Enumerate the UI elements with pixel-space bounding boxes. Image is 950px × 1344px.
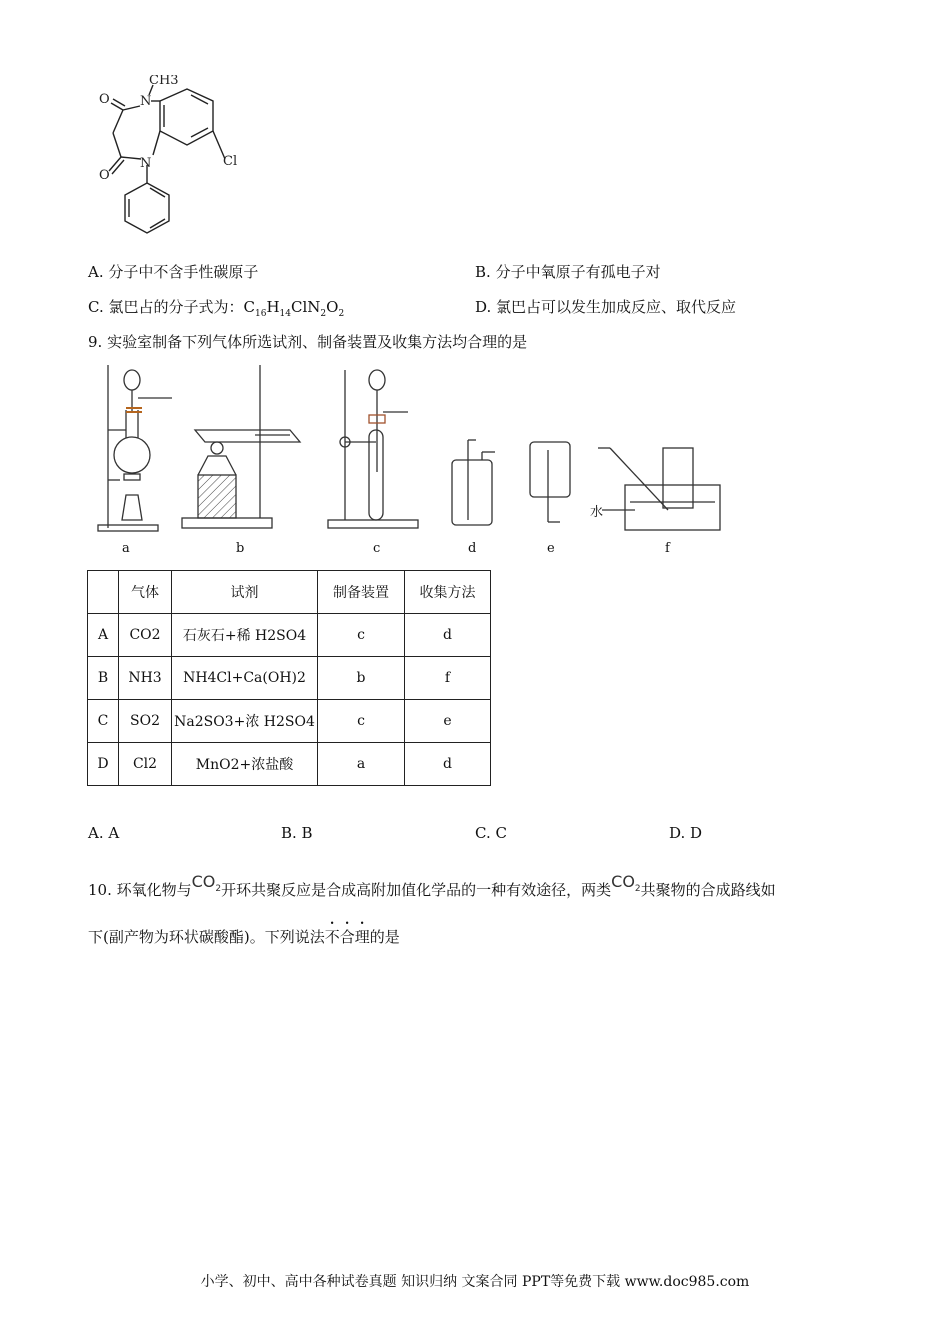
row-id: B <box>88 657 119 700</box>
apparatus-label-e: e <box>547 541 555 556</box>
q10-stem-line1 <box>88 872 776 900</box>
atom-o2: O <box>99 168 110 183</box>
atom-n2: N <box>140 156 152 171</box>
q10-text: 开环共聚反应是合成高附加值化学品的一种有效途径，两类 <box>221 881 612 899</box>
q8-option-c <box>88 296 344 319</box>
q9-choice-c: C. C <box>475 824 507 842</box>
option-letter: D. <box>475 298 492 316</box>
q9-choice-a: A. A <box>88 824 120 842</box>
q10-text: 共聚物的合成路线如 <box>640 881 776 899</box>
q8-option-d <box>475 296 736 317</box>
option-letter: A. <box>88 263 104 281</box>
apparatus-label-a: a <box>122 541 130 556</box>
q8-option-a <box>88 261 258 282</box>
row-device: c <box>318 614 405 657</box>
table-header-row <box>88 571 491 614</box>
q10-text: 10. 环氧化物与 <box>88 881 192 899</box>
row-gas: NH3 <box>119 657 172 700</box>
row-reagent: NH4Cl+Ca(OH)2 <box>172 657 318 700</box>
row-device: a <box>318 743 405 786</box>
apparatus-label-c: c <box>373 541 381 556</box>
atom-n1: N <box>140 94 152 109</box>
row-gas: CO2 <box>119 614 172 657</box>
q10-text: 下(副产物为环状碳酸酯)。下列说法 <box>88 928 325 946</box>
table-row <box>88 743 491 786</box>
option-text: 分子中不含手性碳原子 <box>108 263 259 281</box>
q9-stem: 9. 实验室制备下列气体所选试剂、制备装置及收集方法均合理的是 <box>88 333 528 351</box>
apparatus-figure <box>90 360 740 540</box>
q9-choice-b: B. B <box>281 824 313 842</box>
row-gas: SO2 <box>119 700 172 743</box>
row-collect: e <box>405 700 491 743</box>
table-row <box>88 614 491 657</box>
option-text: 氯巴占的分子式为： <box>108 298 244 316</box>
table-header: 收集方法 <box>405 571 491 614</box>
q8-option-b <box>475 261 661 282</box>
row-reagent: Na2SO3+浓 H2SO4 <box>172 700 318 743</box>
q10-stem-line2 <box>88 919 400 947</box>
atom-o1: O <box>99 92 110 107</box>
table-header <box>88 571 119 614</box>
q10-emphasis: 不合理 <box>324 928 370 946</box>
q10-text: 的是 <box>369 928 400 946</box>
clobazam-structure <box>95 75 255 245</box>
option-letter: C. <box>88 298 104 316</box>
row-id: D <box>88 743 119 786</box>
q9-choice-d: D. D <box>669 824 703 842</box>
table-row <box>88 657 491 700</box>
table-header: 试剂 <box>172 571 318 614</box>
apparatus-label-b: b <box>236 541 245 556</box>
row-reagent: 石灰石+稀 H2SO4 <box>172 614 318 657</box>
formula: $C_{16}H_{14}ClN_2O_2$ <box>243 298 345 319</box>
table-header: 气体 <box>119 571 172 614</box>
option-text: 氯巴占可以发生加成反应、取代反应 <box>496 298 737 316</box>
co2-formula: $CO_2$ <box>191 872 222 895</box>
gas-table <box>87 570 491 786</box>
apparatus-label-f: f <box>665 541 670 556</box>
row-device: b <box>318 657 405 700</box>
row-reagent: MnO2+浓盐酸 <box>172 743 318 786</box>
row-device: c <box>318 700 405 743</box>
table-row <box>88 700 491 743</box>
row-collect: d <box>405 743 491 786</box>
row-id: A <box>88 614 119 657</box>
option-text: 分子中氧原子有孤电子对 <box>495 263 661 281</box>
row-gas: Cl2 <box>119 743 172 786</box>
page-footer: 小学、初中、高中各种试卷真题 知识归纳 文案合同 PPT等免费下载 www.doc985.com <box>200 1274 750 1290</box>
water-label: 水 <box>590 505 604 520</box>
atom-cl: Cl <box>223 154 238 169</box>
row-collect: d <box>405 614 491 657</box>
co2-formula: $CO_2$ <box>611 872 641 895</box>
atom-ch3: CH3 <box>149 75 179 88</box>
table-header: 制备装置 <box>318 571 405 614</box>
option-letter: B. <box>475 263 491 281</box>
row-id: C <box>88 700 119 743</box>
row-collect: f <box>405 657 491 700</box>
apparatus-label-d: d <box>468 541 477 556</box>
